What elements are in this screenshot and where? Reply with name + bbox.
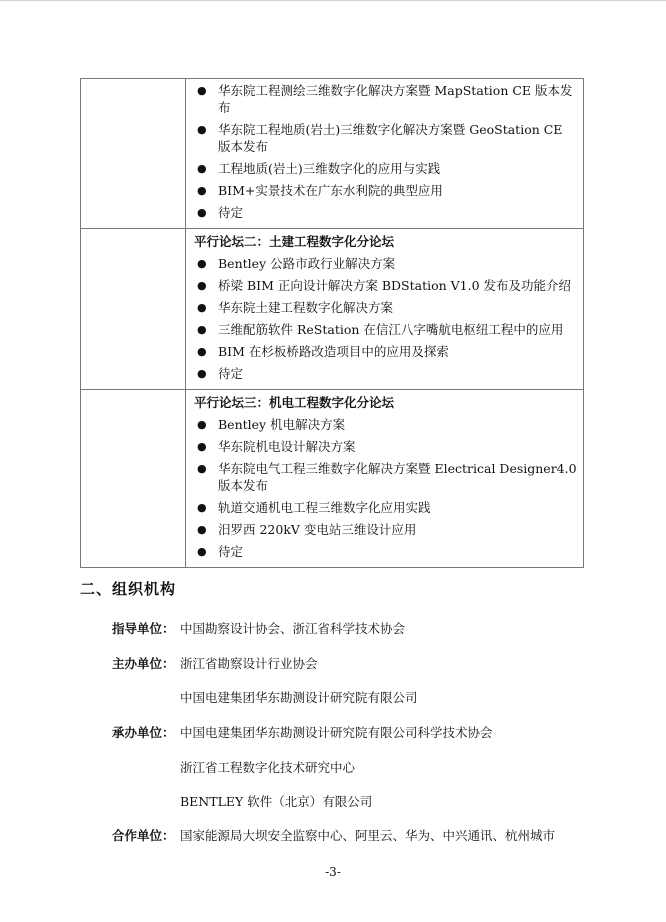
bullet-icon: ● [197,367,207,380]
host-unit-label: 主办单位： [112,656,175,671]
forum-one-empty-cell [81,79,186,229]
bullet-icon: ● [197,206,207,219]
forum-one-list [194,82,577,221]
list-item-text: Bentley 机电解决方案 [218,417,346,432]
host-unit-value: 浙江省勘察设计行业协会 [180,656,318,671]
list-item [194,543,577,560]
list-item [194,121,577,155]
bullet-icon: ● [197,257,207,270]
bullet-icon: ● [197,345,207,358]
forum-three-row [81,390,584,568]
forum-one-cell [186,79,584,229]
list-item-text: 华东院电气工程三维数字化解决方案暨 Electrical Designer4.0 版本发布 [218,461,577,493]
list-item-text: 华东院土建工程数字化解决方案 [218,300,394,315]
list-item [194,416,577,433]
list-item [194,460,577,494]
forum-two-row [81,229,584,390]
list-item-text: 三维配筋软件 ReStation 在信江八字嘴航电枢纽工程中的应用 [218,322,564,337]
list-item-text: 待定 [218,205,244,220]
organizer-unit-label: 承办单位： [112,725,175,740]
section-heading-organization: 二、组织机构 [80,580,177,598]
list-item [194,182,577,199]
forum-three-empty-cell [81,390,186,568]
bullet-icon: ● [197,501,207,514]
list-item-text: BIM 在杉板桥路改造项目中的应用及探索 [218,344,449,359]
list-item [194,204,577,221]
bullet-icon: ● [197,523,207,536]
partner-unit-label: 合作单位： [112,828,175,843]
list-item [194,160,577,177]
bullet-icon: ● [197,323,207,336]
organizer-unit-value: 浙江省工程数字化技术研究中心 [180,760,356,775]
list-item-text: 待定 [218,544,244,559]
agenda-table [80,78,584,568]
list-item-text: BIM+实景技术在广东水利院的典型应用 [218,183,443,198]
list-item [194,277,577,294]
bullet-icon: ● [197,462,207,475]
list-item [194,499,577,516]
list-item-text: Bentley 公路市政行业解决方案 [218,256,396,271]
bullet-icon: ● [197,440,207,453]
list-item-text: 华东院工程测绘三维数字化解决方案暨 MapStation CE 版本发布 [218,83,573,115]
page-number: -3- [325,865,341,879]
list-item [194,365,577,382]
page-top-border [0,0,666,1]
guide-unit-label: 指导单位： [112,621,175,636]
list-item [194,82,577,116]
list-item-text: 华东院工程地质(岩土)三维数字化解决方案暨 GeoStation CE 版本发布 [218,122,563,154]
list-item-text: 华东院机电设计解决方案 [218,439,356,454]
list-item [194,255,577,272]
list-item [194,343,577,360]
organizer-unit-value: 中国电建集团华东勘测设计研究院有限公司科学技术协会 [180,725,493,740]
forum-two-title: 平行论坛二：土建工程数字化分论坛 [194,234,395,249]
forum-two-empty-cell [81,229,186,390]
forum-three-cell [186,390,584,568]
forum-two-cell [186,229,584,390]
list-item [194,321,577,338]
partner-unit-value: 国家能源局大坝安全监察中心、阿里云、华为、中兴通讯、杭州城市 [180,828,556,843]
bullet-icon: ● [197,84,207,97]
organizer-unit-value: BENTLEY 软件（北京）有限公司 [180,794,373,809]
forum-two-list [194,255,577,382]
list-item-text: 汨罗西 220kV 变电站三维设计应用 [218,522,417,537]
list-item-text: 桥梁 BIM 正向设计解决方案 BDStation V1.0 发布及功能介绍 [218,278,572,293]
list-item-text: 待定 [218,366,244,381]
forum-one-row [81,79,584,229]
forum-three-list [194,416,577,560]
bullet-icon: ● [197,301,207,314]
list-item [194,521,577,538]
bullet-icon: ● [197,545,207,558]
host-unit-value: 中国电建集团华东勘测设计研究院有限公司 [180,690,418,705]
bullet-icon: ● [197,418,207,431]
bullet-icon: ● [197,123,207,136]
list-item [194,299,577,316]
guide-unit-value: 中国勘察设计协会、浙江省科学技术协会 [180,621,406,636]
list-item-text: 轨道交通机电工程三维数字化应用实践 [218,500,431,515]
bullet-icon: ● [197,279,207,292]
bullet-icon: ● [197,184,207,197]
list-item-text: 工程地质(岩土)三维数字化的应用与实践 [218,161,441,176]
forum-three-title: 平行论坛三：机电工程数字化分论坛 [194,395,395,410]
bullet-icon: ● [197,162,207,175]
list-item [194,438,577,455]
